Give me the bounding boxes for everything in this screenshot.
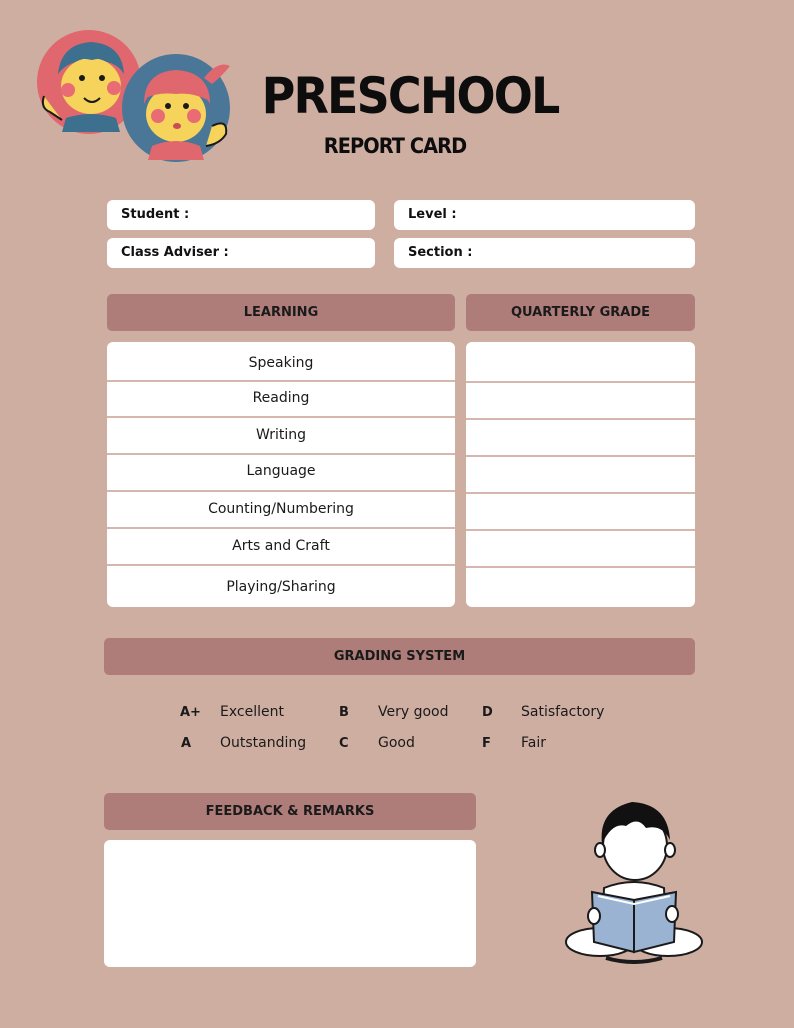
grade-letter: C — [339, 736, 349, 751]
subject-row: Arts and Craft — [232, 538, 330, 554]
row-divider — [107, 527, 455, 529]
row-divider — [107, 416, 455, 418]
subject-row: Writing — [256, 427, 306, 443]
grading-system-header: GRADING SYSTEM — [104, 638, 695, 675]
reading-child-illustration — [562, 796, 707, 968]
section-label: Section : — [408, 245, 473, 260]
grade-meaning: Good — [378, 735, 415, 751]
section-field[interactable] — [394, 238, 695, 268]
row-divider — [466, 418, 695, 420]
row-divider — [107, 564, 455, 566]
subject-row: Speaking — [248, 355, 314, 371]
grade-meaning: Excellent — [220, 704, 284, 720]
learning-table — [107, 342, 455, 607]
grade-meaning: Fair — [521, 735, 546, 751]
grade-meaning: Satisfactory — [521, 704, 605, 720]
grade-letter: A+ — [180, 705, 201, 720]
grade-meaning: Outstanding — [220, 735, 307, 751]
feedback-header: FEEDBACK & REMARKS — [104, 793, 476, 830]
grade-letter: A — [181, 736, 192, 751]
learning-header: LEARNING — [107, 294, 455, 331]
subject-row: Counting/Numbering — [208, 501, 354, 517]
row-divider — [466, 455, 695, 457]
subject-row: Playing/Sharing — [226, 579, 336, 595]
page-subtitle: REPORT CARD — [323, 134, 467, 158]
page-title: PRESCHOOL — [261, 67, 559, 125]
kids-illustration — [36, 26, 236, 166]
subject-row: Reading — [252, 390, 310, 406]
row-divider — [466, 566, 695, 568]
grade-letter: F — [482, 736, 491, 751]
row-divider — [107, 453, 455, 455]
student-field[interactable] — [107, 200, 375, 230]
student-label: Student : — [121, 207, 190, 222]
grade-table[interactable] — [466, 342, 695, 607]
grade-letter: D — [482, 705, 493, 720]
grade-meaning: Very good — [378, 704, 449, 720]
quarterly-grade-header: QUARTERLY GRADE — [466, 294, 695, 331]
subject-row: Language — [246, 463, 316, 479]
row-divider — [466, 381, 695, 383]
row-divider — [466, 492, 695, 494]
row-divider — [107, 490, 455, 492]
class-adviser-label: Class Adviser : — [121, 245, 229, 260]
level-label: Level : — [408, 207, 457, 222]
row-divider — [107, 380, 455, 382]
class-adviser-field[interactable] — [107, 238, 375, 268]
level-field[interactable] — [394, 200, 695, 230]
row-divider — [466, 529, 695, 531]
feedback-box[interactable] — [104, 840, 476, 967]
grade-letter: B — [339, 705, 349, 720]
